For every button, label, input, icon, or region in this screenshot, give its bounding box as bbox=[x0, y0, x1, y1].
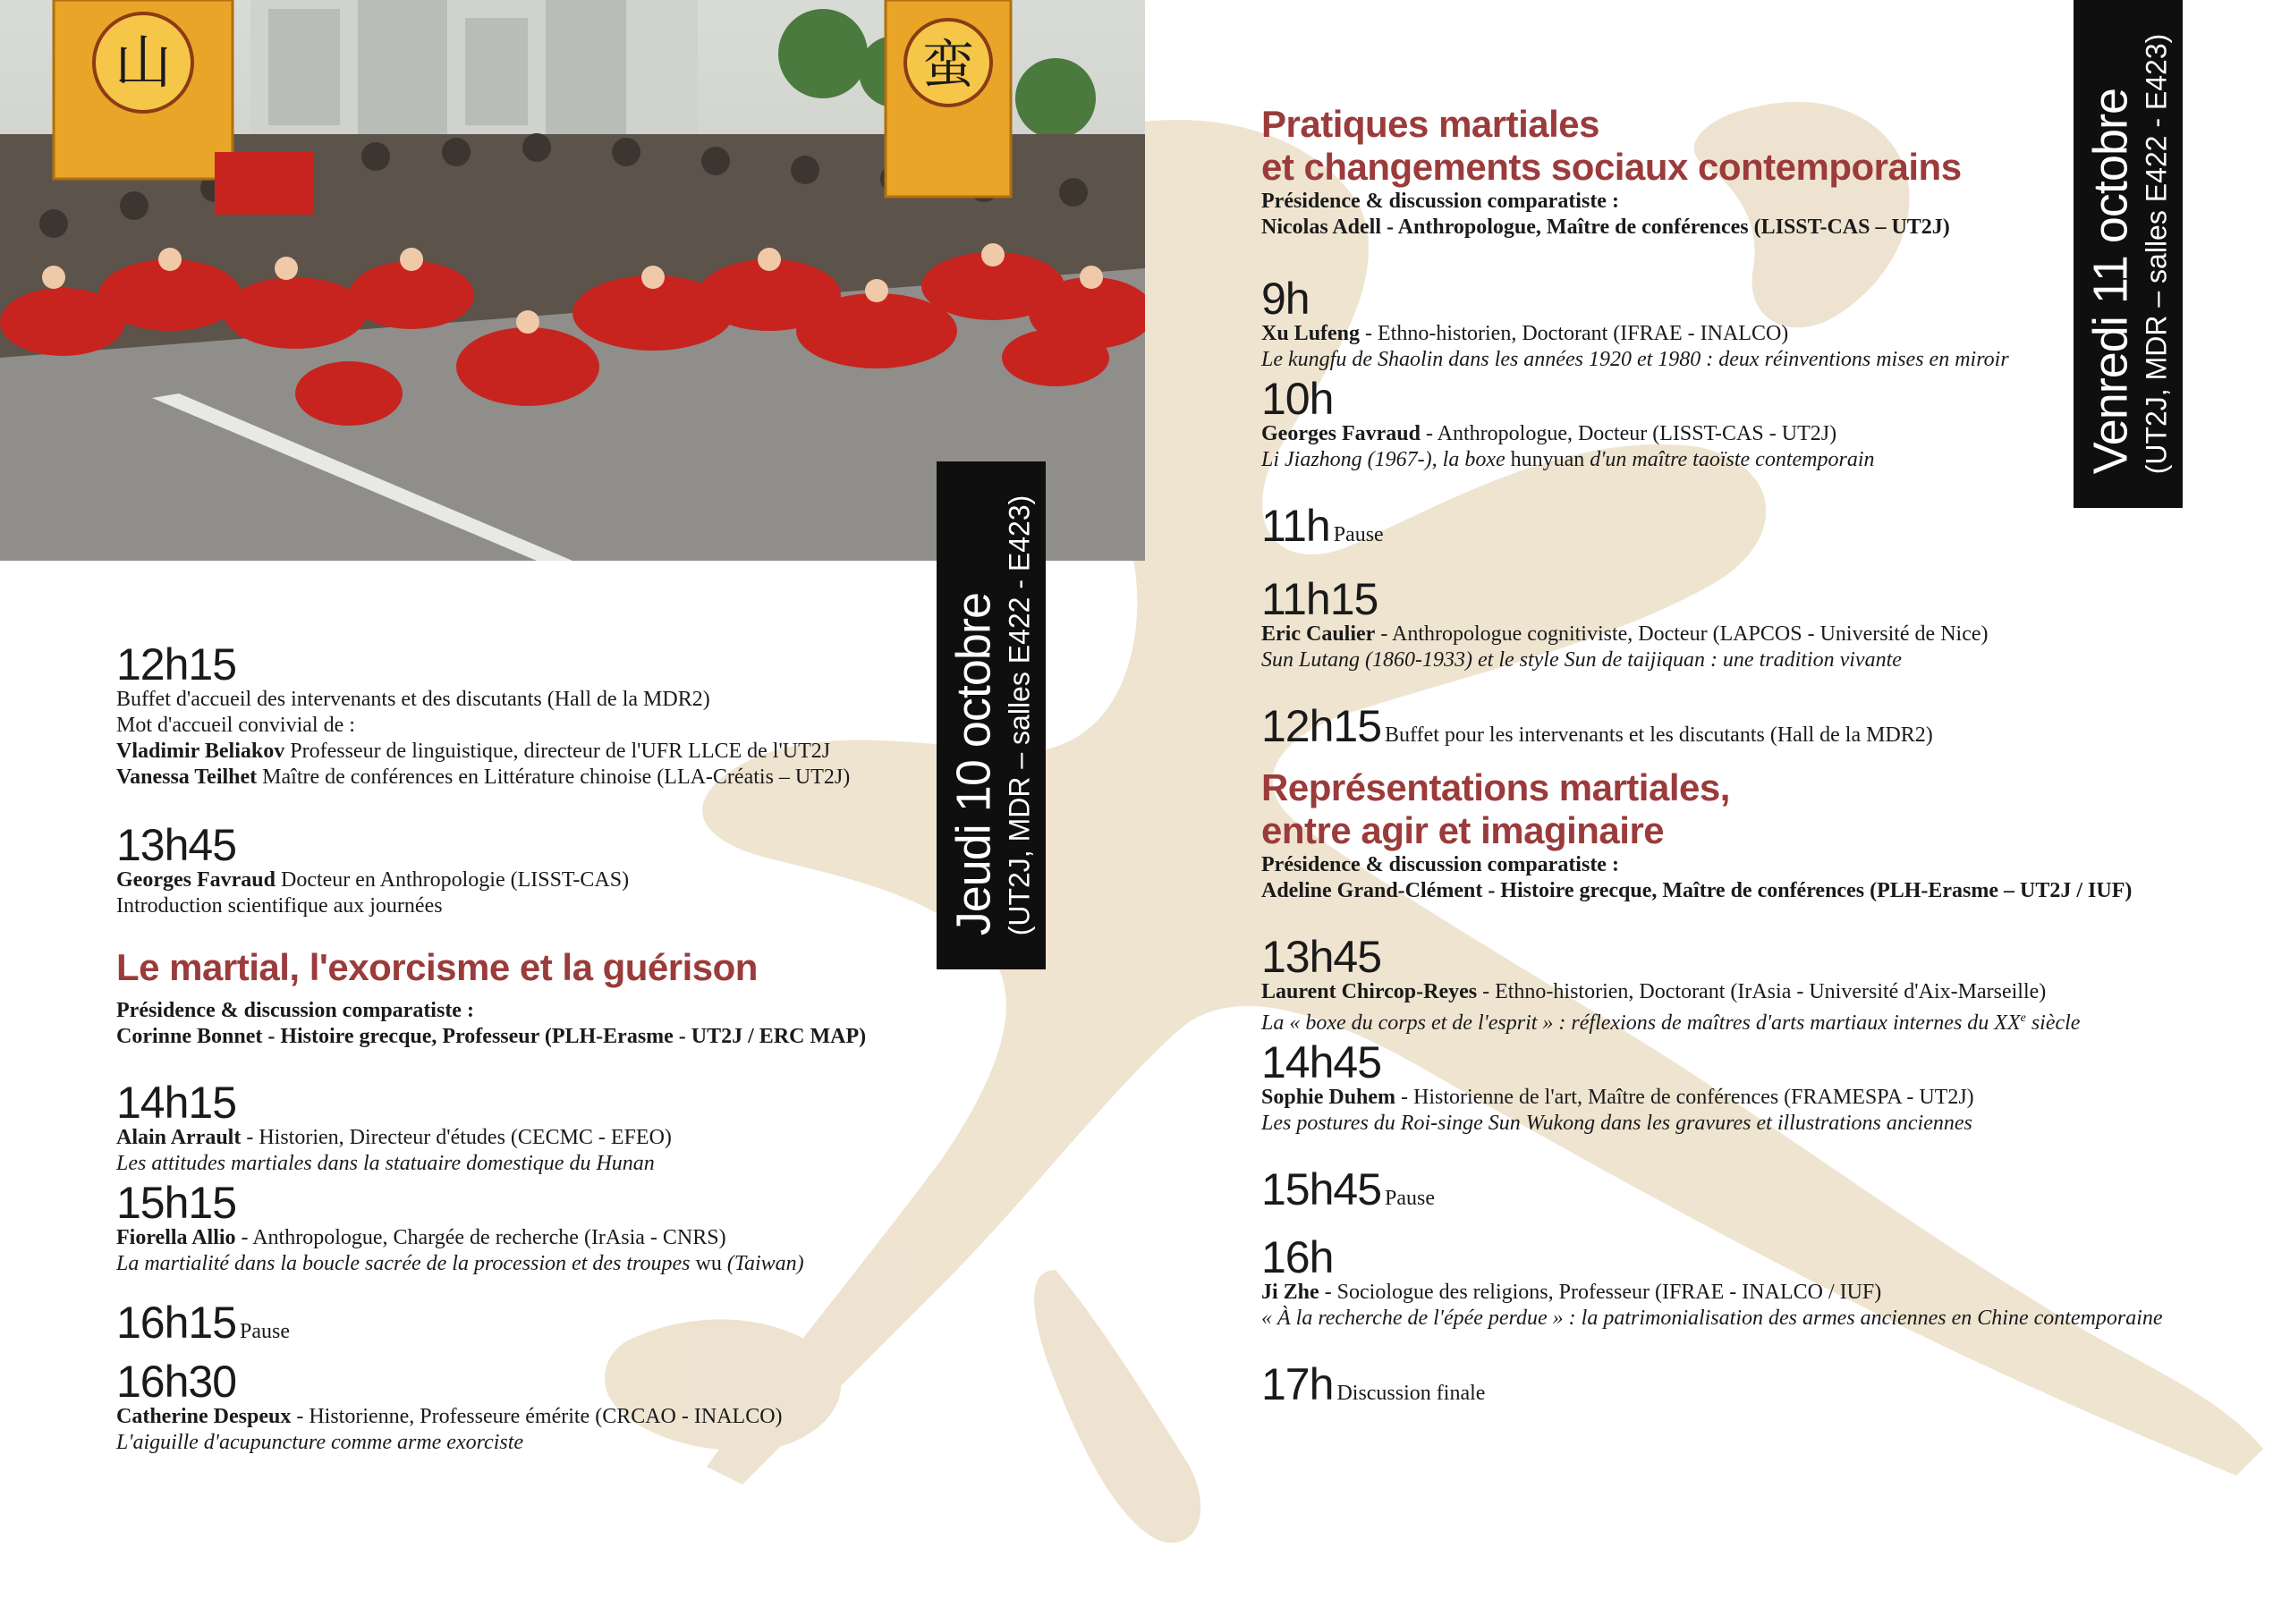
entry-text: Introduction scientifique aux journées bbox=[116, 894, 443, 918]
speaker-line bbox=[1261, 622, 2192, 647]
day-band-thursday bbox=[937, 461, 1046, 969]
speaker-role: Maître de conférences en Littérature chinoise (LLA-Créatis – UT2J) bbox=[257, 765, 851, 789]
time-label: 12h15 bbox=[116, 639, 237, 689]
session-title: Le martial, l'exorcisme et la guérison bbox=[116, 946, 758, 988]
program-entry bbox=[1261, 701, 2192, 751]
program-entry bbox=[1261, 932, 2192, 1036]
chair-label: Présidence & discussion comparatiste : bbox=[1261, 190, 1619, 213]
time-label: 9h bbox=[1261, 274, 1310, 324]
program-entry bbox=[1261, 501, 2192, 551]
time-label: 10h bbox=[1261, 374, 1334, 424]
pause-line bbox=[116, 1298, 1011, 1348]
pause-line bbox=[1261, 1164, 2192, 1214]
talk-title-text: La martialité dans la boucle sacrée de la procession et des troupes bbox=[116, 1252, 696, 1275]
time-label: 11h bbox=[1261, 501, 1330, 551]
talk-title bbox=[1261, 1111, 2192, 1137]
program-entry bbox=[116, 1359, 1011, 1456]
time-label: 12h15 bbox=[1261, 701, 1382, 751]
talk-title-end: (Taiwan) bbox=[721, 1252, 804, 1275]
speaker-role: - Anthropologue, Chargée de recherche (IrAsia - CNRS) bbox=[235, 1226, 726, 1249]
speaker-name: Laurent Chircop-Reyes bbox=[1261, 980, 1478, 1003]
speaker-role: - Anthropologue, Docteur (LISST-CAS - UT2J) bbox=[1420, 422, 1837, 445]
chair-label: Présidence & discussion comparatiste : bbox=[116, 999, 474, 1022]
session-block bbox=[116, 946, 1011, 1050]
program-entry bbox=[116, 1080, 1011, 1177]
program-entry bbox=[116, 820, 1011, 919]
talk-title bbox=[1261, 1005, 2192, 1036]
time-label: 14h45 bbox=[1261, 1037, 1382, 1087]
program-entry bbox=[1261, 276, 2192, 373]
talk-title-plain: hunyuan bbox=[1510, 448, 1585, 471]
talk-title-text: La « boxe du corps et de l'esprit » : réflexions de maîtres d'arts martiaux internes du XX bbox=[1261, 1011, 2021, 1035]
time-label: 17h bbox=[1261, 1359, 1334, 1409]
talk-title-text: L'aiguille d'acupuncture comme arme exorciste bbox=[116, 1431, 524, 1454]
speaker-line bbox=[1261, 321, 2192, 347]
entry-text: Mot d'accueil convivial de : bbox=[116, 714, 355, 737]
day-title: Venredi 11 octobre bbox=[2083, 88, 2138, 475]
talk-title bbox=[1261, 1306, 2192, 1332]
session-title: et changements sociaux contemporains bbox=[1261, 146, 1962, 188]
final-label: Discussion finale bbox=[1336, 1382, 1486, 1405]
speaker-role: - Ethno-historien, Doctorant (IrAsia - Université d'Aix-Marseille) bbox=[1477, 980, 2047, 1003]
speaker-line bbox=[116, 765, 1011, 791]
chair-name: Nicolas Adell - Anthropologue, Maître de conférences (LISST-CAS – UT2J) bbox=[1261, 216, 1950, 239]
time-label: 14h15 bbox=[116, 1078, 237, 1128]
talk-title bbox=[116, 1151, 1011, 1177]
speaker-role: Docteur en Anthropologie (LISST-CAS) bbox=[275, 868, 630, 892]
chair-name: Adeline Grand-Clément - Histoire grecque, Maître de conférences (PLH-Erasme – UT2J / IUF) bbox=[1261, 879, 2133, 902]
time-label: 16h bbox=[1261, 1232, 1334, 1282]
session-block bbox=[1261, 103, 2192, 241]
time-label: 15h15 bbox=[116, 1178, 237, 1228]
speaker-line bbox=[116, 1125, 1011, 1151]
talk-title bbox=[116, 1251, 1011, 1277]
speaker-name: Georges Favraud bbox=[116, 868, 276, 892]
day-title: Jeudi 10 octobre bbox=[946, 593, 1001, 936]
final-line bbox=[1261, 1359, 2192, 1409]
program-entry bbox=[1261, 1037, 2192, 1137]
session-title: Pratiques martiales bbox=[1261, 103, 1600, 145]
speaker-line bbox=[116, 867, 1011, 893]
speaker-line bbox=[116, 1225, 1011, 1251]
day-place: (UT2J, MDR – salles E422 - E423) bbox=[1003, 495, 1036, 936]
lunch-line bbox=[1261, 701, 2192, 751]
program-entry bbox=[116, 639, 1011, 791]
lunch-label: Buffet pour les intervenants et les discutants (Hall de la MDR2) bbox=[1385, 723, 1933, 747]
talk-title-text: Sun Lutang (1860-1933) et le style Sun de taijiquan : une tradition vivante bbox=[1261, 648, 1902, 672]
speaker-name: Xu Lufeng bbox=[1261, 322, 1361, 345]
thursday-program bbox=[116, 639, 1011, 1456]
program-entry bbox=[116, 1180, 1011, 1277]
time-label: 11h15 bbox=[1261, 574, 1378, 624]
talk-title bbox=[1261, 647, 2192, 673]
chair-label: Présidence & discussion comparatiste : bbox=[1261, 853, 1619, 876]
program-entry bbox=[1261, 574, 2192, 673]
speaker-name: Ji Zhe bbox=[1261, 1281, 1319, 1304]
program-entry bbox=[1261, 1359, 2192, 1409]
speaker-name: Catherine Despeux bbox=[116, 1405, 292, 1428]
speaker-role: - Sociologue des religions, Professeur (IFRAE - INALCO / IUF) bbox=[1319, 1281, 1882, 1304]
talk-title-text: « À la recherche de l'épée perdue » : la patrimonialisation des armes anciennes en Chine contemporaine bbox=[1261, 1307, 2163, 1330]
speaker-line bbox=[1261, 979, 2192, 1005]
speaker-name: Fiorella Allio bbox=[116, 1226, 236, 1249]
speaker-name: Eric Caulier bbox=[1261, 622, 1376, 646]
program-entry bbox=[1261, 1232, 2192, 1332]
banner-left-glyph: 山 bbox=[114, 30, 172, 97]
speaker-line bbox=[1261, 1280, 2192, 1306]
speaker-role: - Ethno-historien, Doctorant (IFRAE - INALCO) bbox=[1360, 322, 1789, 345]
speaker-role: - Historien, Directeur d'études (CECMC - EFEO) bbox=[241, 1126, 672, 1149]
talk-title bbox=[1261, 347, 2192, 373]
program-entry bbox=[1261, 1164, 2192, 1214]
talk-title-text: Les postures du Roi-singe Sun Wukong dans les gravures et illustrations anciennes bbox=[1261, 1112, 1972, 1135]
speaker-line bbox=[1261, 1085, 2192, 1111]
talk-title-text: Li Jiazhong (1967-), la boxe bbox=[1261, 448, 1511, 471]
speaker-name: Vladimir Beliakov bbox=[116, 740, 285, 763]
speaker-name: Vanessa Teilhet bbox=[116, 765, 258, 789]
time-label: 13h45 bbox=[1261, 932, 1382, 982]
time-label: 13h45 bbox=[116, 820, 237, 870]
speaker-role: - Historienne, Professeure émérite (CRCAO - INALCO) bbox=[291, 1405, 783, 1428]
pause-label: Pause bbox=[240, 1320, 291, 1343]
friday-program bbox=[1261, 103, 2192, 1407]
speaker-role: - Historienne de l'art, Maître de conférences (FRAMESPA - UT2J) bbox=[1395, 1086, 1974, 1109]
speaker-line bbox=[116, 1404, 1011, 1430]
talk-title-end: siècle bbox=[2025, 1011, 2081, 1035]
day-place: (UT2J, MDR – salles E422 - E423) bbox=[2140, 33, 2173, 475]
talk-title-text: Le kungfu de Shaolin dans les années 1920 et 1980 : deux réinventions mises en miroir bbox=[1261, 348, 2009, 371]
pause-line bbox=[1261, 501, 2192, 551]
talk-title bbox=[1261, 447, 2192, 473]
session-title: Représentations martiales, bbox=[1261, 766, 1730, 808]
chair-name: Corinne Bonnet - Histoire grecque, Professeur (PLH-Erasme - UT2J / ERC MAP) bbox=[116, 1025, 867, 1048]
day-band-friday bbox=[2074, 0, 2183, 508]
pause-label: Pause bbox=[1385, 1187, 1436, 1210]
talk-title-plain: wu bbox=[695, 1252, 722, 1275]
speaker-role: Professeur de linguistique, directeur de l'UFR LLCE de l'UT2J bbox=[284, 740, 831, 763]
time-label: 15h45 bbox=[1261, 1164, 1382, 1214]
talk-title-end: d'un maître taoïste contemporain bbox=[1584, 448, 1875, 471]
speaker-line bbox=[1261, 421, 2192, 447]
banner-right-glyph: 蛮 bbox=[921, 34, 975, 95]
speaker-name: Sophie Duhem bbox=[1261, 1086, 1396, 1109]
session-block bbox=[1261, 766, 2192, 904]
session-title: entre agir et imaginaire bbox=[1261, 809, 1665, 851]
time-label: 16h15 bbox=[116, 1298, 237, 1348]
talk-title-sup: e bbox=[2020, 1011, 2026, 1025]
program-entry bbox=[116, 1298, 1011, 1348]
speaker-name: Alain Arrault bbox=[116, 1126, 242, 1149]
pause-label: Pause bbox=[1333, 523, 1384, 546]
program-entry bbox=[1261, 376, 2192, 473]
speaker-line bbox=[116, 739, 1011, 765]
time-label: 16h30 bbox=[116, 1357, 237, 1407]
talk-title-text: Les attitudes martiales dans la statuaire domestique du Hunan bbox=[116, 1152, 655, 1175]
speaker-role: - Anthropologue cognitiviste, Docteur (LAPCOS - Université de Nice) bbox=[1375, 622, 1989, 646]
entry-text: Buffet d'accueil des intervenants et des discutants (Hall de la MDR2) bbox=[116, 688, 710, 711]
speaker-name: Georges Favraud bbox=[1261, 422, 1421, 445]
talk-title bbox=[116, 1430, 1011, 1456]
